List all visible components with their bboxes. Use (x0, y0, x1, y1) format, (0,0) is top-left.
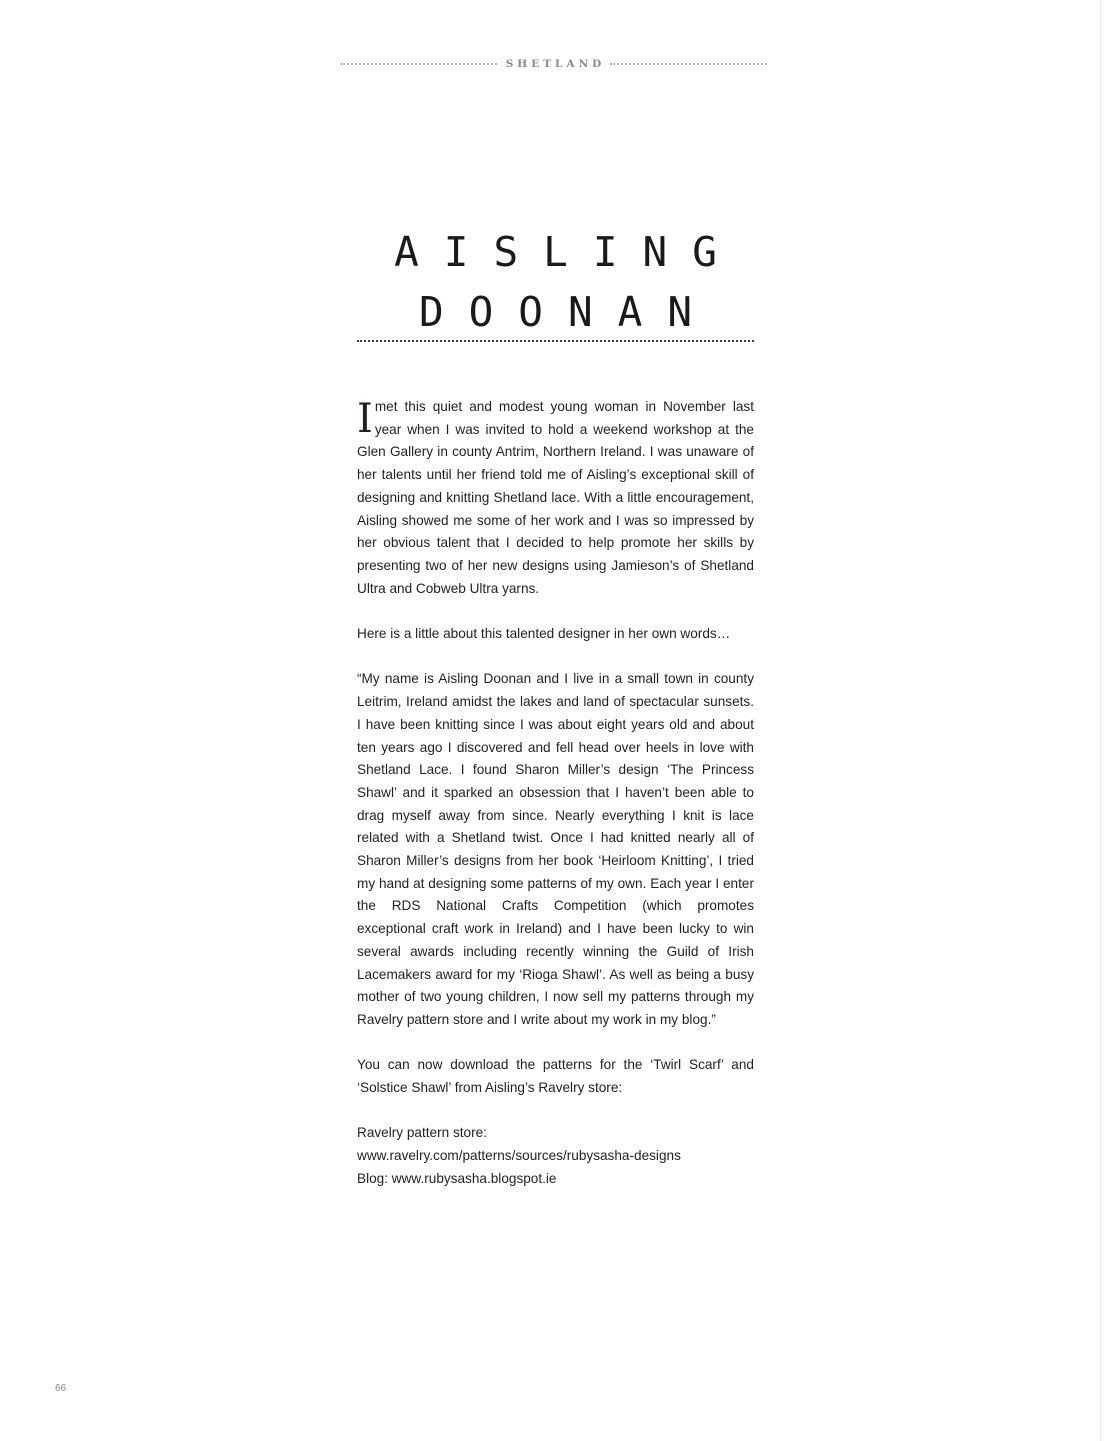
section-header (340, 56, 767, 72)
blog-link[interactable]: www.rubysasha.blogspot.ie (391, 1170, 557, 1186)
paragraph-lead-in: Here is a little about this talented designer in her own words… (357, 626, 731, 642)
header-rule-left (340, 63, 497, 65)
section-label: SHETLAND (505, 58, 606, 70)
article-body (357, 396, 754, 1213)
links-block (357, 1122, 754, 1190)
paragraph-intro (357, 396, 754, 600)
drop-cap: I (357, 396, 373, 442)
ravelry-label: Ravelry pattern store: (357, 1125, 487, 1141)
page-number: 66 (55, 1383, 67, 1394)
page-edge-divider (1100, 0, 1101, 1441)
article-title (357, 222, 754, 342)
ravelry-link[interactable]: www.ravelry.com/patterns/sources/rubysasha-designs (357, 1148, 681, 1164)
paragraph-download: You can now download the patterns for the ‘Twirl Scarf’ and ‘Solstice Shawl’ from Aisling’s Ravelry store: (357, 1057, 754, 1096)
title-line-1: AISLING (394, 228, 742, 276)
paragraph-intro-text: met this quiet and modest young woman in November last year when I was invited to hold a weekend workshop at the Glen Gallery in county Antrim, Northern Ireland. I was unaware of her talents until her friend told me of Aisling’s exceptional skill of designing and knitting Shetland lace. With a little encouragement, Aisling showed me some of her work and I was so impressed by her obvious talent that I decided to help promote her skills by presenting two of her new designs using Jamieson’s of Shetland Ultra and Cobweb Ultra yarns. (357, 399, 754, 596)
title-line-2: DOONAN (418, 288, 718, 336)
title-rule (357, 340, 754, 342)
header-rule-right (610, 63, 767, 65)
blog-label: Blog: (357, 1170, 388, 1186)
paragraph-quote: “My name is Aisling Doonan and I live in a small town in county Leitrim, Ireland amidst the lakes and land of spectacular sunsets. I have been knitting since I was about eight years old and about ten years ago I discovered and fell head over heels in love with Shetland Lace. I found Sharon Miller’s design ‘The Princess Shawl’ and it sparked an obsession that I haven’t been able to drag myself away from since. Nearly everything I knit is lace related with a Shetland twist. Once I had knitted nearly all of Sharon Miller’s designs from her book ‘Heirloom Knitting’, I tried my hand at designing some patterns of my own. Each year I enter the RDS National Crafts Competition (which promotes exceptional craft work in Ireland) and I have been lucky to win several awards including recently winning the Guild of Irish Lacemakers award for my ‘Rioga Shawl’. As well as being a busy mother of two young children, I now sell my patterns through my Ravelry pattern store and I write about my work in my blog.” (357, 671, 754, 1027)
